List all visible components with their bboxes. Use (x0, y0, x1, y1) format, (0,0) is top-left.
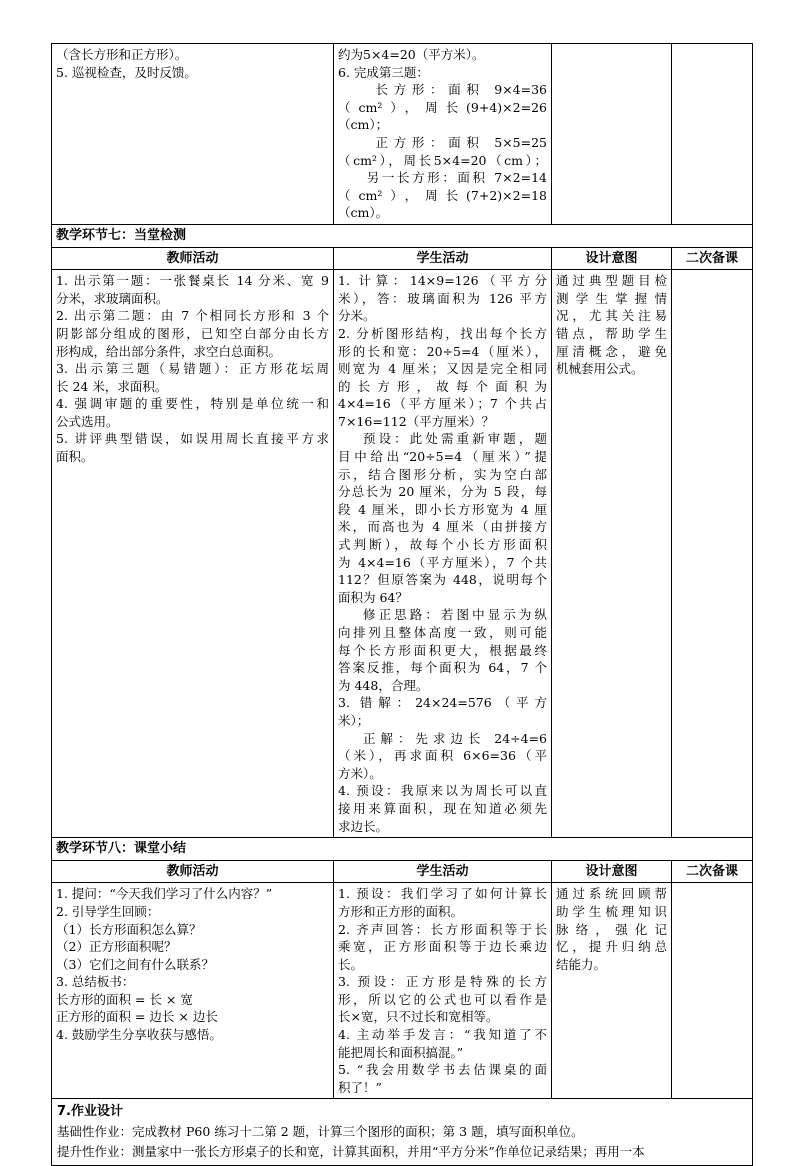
text-line: 的长方形，故每个面积为 (338, 378, 547, 394)
text-line: 能把周长和面积搞混。” (338, 1044, 464, 1060)
homework-cell (52, 1099, 753, 1166)
text-line: （cm²），周长(7+2)×2=18 (338, 187, 547, 203)
text-line: 面积为 64？ (338, 589, 408, 605)
text-line: 约为5×4=20（平方米）。 (338, 47, 485, 62)
section7-intent-cell (552, 270, 672, 838)
text-line: 1. 提问：“今天我们学习了什么内容？” (56, 886, 273, 902)
continued-row (52, 44, 753, 225)
text-line: 4×4=16（平方厘米）；7 个共占 (338, 396, 547, 412)
header-intent: 设计意图 (552, 247, 672, 270)
text-line: 通过典型题目检 (556, 273, 667, 289)
text-line: 1. 计算：14×9=126（平方分 (338, 273, 547, 289)
header-revision: 二次备课 (672, 247, 753, 270)
text-line: 错点，帮助学生 (556, 325, 667, 341)
text-line: 形的长和宽：20÷5=4（厘米）， (338, 343, 547, 359)
text-line: 求边长。 (338, 818, 389, 834)
text-line: 1. 出示第一题：一张餐桌长 14 分米、宽 9 (56, 273, 329, 289)
text-line: 乘宽，正方形面积等于边长乘边 (338, 939, 547, 955)
text-line: 3. 预设：正方形是特殊的长方 (338, 974, 547, 990)
section7-teacher-cell (52, 270, 334, 838)
text-line: 4. 鼓励学生分享收获与感悟。 (56, 1027, 222, 1043)
text-line: 2. 分析图形结构，找出每个长方 (338, 325, 547, 341)
text-line: 2. 齐声回答：长方形面积等于长 (338, 921, 547, 937)
text-line: 示，结合图形分析，实为空白部 (338, 466, 547, 482)
text-line: 为 448，合理。 (338, 677, 429, 693)
text-line: 方形和正方形的面积。 (338, 903, 464, 919)
text-line: 分米，求玻璃面积。 (56, 290, 169, 306)
text-line: 修正思路：若图中显示为纵 (363, 607, 547, 623)
text-line: 正解：先求边长 24÷4=6 (363, 730, 547, 746)
text-line: 机械套用公式。 (556, 361, 644, 377)
text-line: 5. “我会用数学书去估课桌的面 (338, 1062, 547, 1078)
text-line: 另一长方形：面积 7×2=14 (366, 170, 547, 186)
text-line: 接用来算面积，现在知道必须先 (338, 800, 547, 816)
text-line: 阴影部分组成的图形，已知空白部分由长方 (56, 325, 329, 341)
top-revision-cell (672, 44, 753, 225)
text-line: 4. 预设：我原来以为周长可以直 (338, 783, 547, 799)
text-line: 形构成，给出部分条件，求空白总面积。 (56, 343, 282, 359)
text-line: 2. 引导学生回顾： (56, 903, 160, 919)
text-line: 脉络，强化记 (556, 921, 667, 937)
homework-title: 7.作业设计 (57, 1104, 123, 1120)
header-student: 学生活动 (334, 247, 552, 270)
text-line: 长方形：面积 9×4=36 (375, 82, 547, 98)
text-line: 7×16=112（平方厘米）？ (338, 413, 495, 429)
text-line: （含长方形和正方形）。 (56, 47, 188, 62)
section7-header-row (52, 247, 753, 270)
text-line: （cm）。 (338, 205, 389, 221)
text-line: 米，而高也为 4 厘米（由拼接方 (338, 519, 547, 535)
lesson-plan-table (51, 43, 753, 1166)
text-line: 结能力。 (556, 956, 607, 972)
text-line: （2）正方形面积呢？ (56, 939, 177, 955)
top-intent-cell (552, 44, 672, 225)
text-line: 长 24 米，求面积。 (56, 378, 168, 394)
homework-advanced: 提升性作业：测量家中一张长方形桌子的长和宽，计算其面积，并用“平方分米”作单位记录结果；再用一本 (57, 1144, 645, 1160)
header-revision: 二次备课 (672, 860, 753, 883)
text-line: 长。 (338, 956, 364, 972)
text-line: 通过系统回顾帮 (556, 886, 667, 902)
header-intent: 设计意图 (552, 860, 672, 883)
text-line: 5. 讲评典型错误，如误用周长直接平方求 (56, 431, 329, 447)
text-line: 面积。 (56, 449, 94, 465)
text-line: 积了！” (338, 1079, 382, 1095)
top-teacher-cell (52, 44, 334, 225)
text-line: 正方形的面积 = 边长 × 边长 (56, 1009, 218, 1025)
text-line: 预设：此处需重新审题，题 (363, 431, 547, 447)
text-line: 助学生梳理知识 (556, 903, 667, 919)
text-line: （米），再求面积 6×6=36（平 (338, 748, 547, 764)
header-teacher: 教师活动 (52, 860, 334, 883)
homework-basic: 基础性作业：完成教材 P60 练习十二第 2 题，计算三个图形的面积；第 3 题，填写面积单位。 (57, 1124, 584, 1140)
text-line: 米），答：玻璃面积为 126 平方 (338, 290, 547, 306)
text-line: 目中给出“20÷5=4（厘米）”提 (338, 449, 547, 465)
text-line: 答案反推，每个面积为 64，7 个 (338, 660, 547, 676)
section8-body-row (52, 883, 753, 1099)
text-line: 分总长为 20 厘米，分为 5 段，每 (338, 484, 547, 500)
text-line: （cm²），周长(9+4)×2=26 (338, 99, 547, 115)
section8-title: 教学环节八：课堂小结 (52, 838, 753, 861)
text-line: 则宽为 4 厘米；又因是完全相同 (338, 361, 547, 377)
section8-student-cell (334, 883, 552, 1099)
text-line: 正方形：面积 5×5=25 (375, 134, 547, 150)
text-line: 式判断），故每个小长方形面积 (338, 537, 547, 553)
section7-body-row (52, 270, 753, 838)
section8-intent-cell (552, 883, 672, 1099)
text-line: 112？但原答案为 448，说明每个 (338, 572, 547, 588)
text-line: 为 4×4=16（平方厘米），7 个共 (338, 554, 547, 570)
text-line: 米）； (338, 712, 370, 728)
text-line: 6. 完成第三题： (338, 64, 429, 80)
text-line: 5. 巡视检查，及时反馈。 (56, 64, 197, 80)
section8-revision-cell (672, 883, 753, 1099)
text-line: （cm）； (338, 117, 389, 133)
text-line: 测学生掌握情 (556, 290, 667, 306)
text-line: 方米）。 (338, 765, 382, 781)
text-line: 长方形的面积 = 长 × 宽 (56, 991, 193, 1007)
text-line: 公式选用。 (56, 413, 119, 429)
text-line: 向排列且整体高度一致，则可能 (338, 625, 547, 640)
top-student-cell (334, 44, 552, 225)
section7-title: 教学环节七：当堂检测 (52, 224, 753, 247)
section7-revision-cell (672, 270, 753, 838)
text-line: 3. 总结板书： (56, 974, 135, 990)
text-line: （3）它们之间有什么联系？ (56, 956, 214, 972)
text-line: 厘清概念，避免 (556, 343, 667, 359)
text-line: 4. 主动举手发言：“我知道了不 (338, 1027, 547, 1043)
text-line: 分米。 (338, 308, 376, 324)
header-teacher: 教师活动 (52, 247, 334, 270)
text-line: 段 4 厘米，即小长方形宽为 4 厘 (338, 501, 547, 517)
text-line: 忆，提升归纳总 (556, 939, 667, 955)
section8-header-row (52, 860, 753, 883)
text-line: 每个长方形面积更大，根据最终 (338, 642, 547, 658)
header-student: 学生活动 (334, 860, 552, 883)
text-line: 3. 出示第三题（易错题）：正方形花坛周 (56, 361, 329, 377)
section8-teacher-cell (52, 883, 334, 1099)
text-line: （1）长方形面积怎么算？ (56, 921, 202, 937)
text-line: 1. 预设：我们学习了如何计算长 (338, 886, 547, 902)
text-line: 3. 错解：24×24=576（平方 (338, 695, 547, 711)
text-line: 4. 强调审题的重要性，特别是单位统一和 (56, 396, 329, 412)
text-line: 形，所以它的公式也可以看作是 (338, 991, 547, 1007)
text-line: 长×宽，只不过长和宽相等。 (338, 1009, 499, 1025)
text-line: 2. 出示第二题：由 7 个相同长方形和 3 个 (56, 308, 329, 324)
section7-student-cell (334, 270, 552, 838)
text-line: （cm²），周长5×4=20（cm）； (338, 152, 547, 168)
text-line: 况，尤其关注易 (556, 308, 667, 324)
